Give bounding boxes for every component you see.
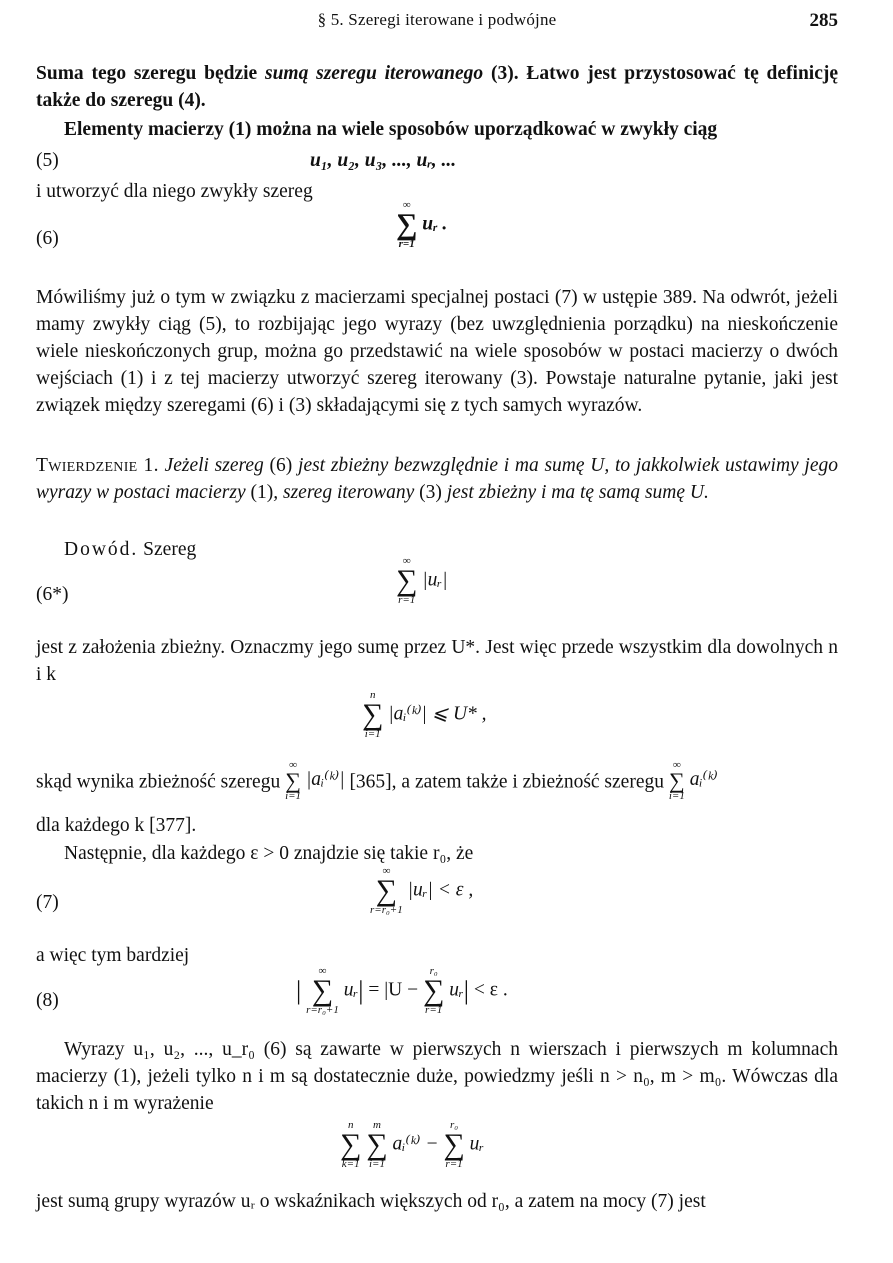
inline-sum: ∞ ∑ i=1 aᵢ⁽ᵏ⁾ bbox=[668, 759, 718, 802]
emphasis-term: sumą szeregu iterowanego bbox=[265, 63, 484, 84]
equation-label-5: (5) bbox=[36, 150, 59, 171]
theorem-1: Twierdzenie 1. Jeżeli szereg (6) jest zbieżny bezwzględnie i ma sumę U, to jakkolwiek ustawimy jego wyrazy w postaci macierzy (1), szereg iterowany (3) jest zbieżny i ma tę samą sumę U. bbox=[36, 455, 839, 503]
paragraph-moreover: a więc tym bardziej bbox=[36, 945, 190, 966]
proof-heading: Dowód. bbox=[64, 539, 139, 560]
paragraph-each-k: dla każdego k [377]. bbox=[36, 815, 197, 836]
page-number: 285 bbox=[809, 10, 838, 31]
paragraph-assumption: jest z założenia zbieżny. Oznaczmy jego sumę przez U*. Jest więc przede wszystkim dla dowolnych n i k bbox=[36, 637, 838, 685]
sum-symbol: r₀ ∑ r=1 bbox=[422, 965, 445, 1016]
proof-start: Dowód. Szereg bbox=[64, 539, 197, 560]
equation-label-8: (8) bbox=[36, 990, 59, 1011]
equation-7 bbox=[370, 866, 473, 916]
theorem-heading: Twierdzenie 1. bbox=[36, 455, 159, 476]
sum-symbol: ∞ ∑ r=1 bbox=[396, 199, 418, 250]
sum-symbol: m ∑ i=1 bbox=[366, 1119, 388, 1170]
sum-symbol: r₀ ∑ r=1 bbox=[443, 1119, 465, 1170]
equation-label-7: (7) bbox=[36, 892, 59, 913]
paragraph-group-sum: jest sumą grupy wyrazów uᵣ o wskaźnikach większych od r₀, a zatem na mocy (7) jest bbox=[36, 1191, 706, 1212]
sum-symbol: n ∑ k=1 bbox=[340, 1119, 362, 1170]
sum-symbol: ∞ ∑ r=1 bbox=[396, 555, 418, 606]
sum-symbol: ∞ ∑ r=r₀+1 bbox=[370, 865, 403, 916]
running-header bbox=[36, 10, 838, 34]
paragraph-convergence: skąd wynika zbieżność szeregu ∞ ∑ i=1 |aᵢ⁽ᵏ⁾| [365], a zatem także i zbieżność szeregu ∞ ∑ i=1 aᵢ⁽ᵏ⁾ bbox=[36, 759, 718, 802]
paragraph-elements: Elementy macierzy (1) można na wiele sposobów uporządkować w zwykły ciąg bbox=[64, 119, 718, 140]
sum-term: uᵣ . bbox=[422, 213, 448, 235]
equation-label-6: (6) bbox=[36, 228, 59, 249]
equation-6 bbox=[396, 200, 447, 250]
paragraph-discussion: Mówiliśmy już o tym w związku z macierzami specjalnej postaci (7) w ustępie 389. Na odwrót, jeżeli mamy zwykły ciąg (5), to rozbijając jego wyrazy (bez uwzględnienia porządku) na nieskończenie wiele nieskończonych grup, można go przedstawić na wiele sposobów w postaci macierzy o dwóch wejściach (1) i z tej macierzy utworzyć szereg iterowany (3). Powstaje naturalne pytanie, jaki jest związek między szeregami (6) i (3) składającymi się z tych samych wyrazów. bbox=[36, 287, 838, 416]
sum-term: |aᵢ⁽ᵏ⁾| ⩽ U* , bbox=[388, 703, 487, 725]
running-title: § 5. Szeregi iterowane i podwójne bbox=[317, 10, 557, 29]
paragraph-series: i utworzyć dla niego zwykły szereg bbox=[36, 181, 313, 202]
equation-label-6star: (6*) bbox=[36, 584, 69, 605]
equation-expression: n ∑ k=1 m ∑ i=1 aᵢ⁽ᵏ⁾ − r₀ ∑ r=1 uᵣ bbox=[340, 1119, 485, 1170]
inequality-partial-sum bbox=[362, 690, 487, 740]
sum-term: |uᵣ| < ε , bbox=[407, 879, 474, 901]
paragraph-terms: Wyrazy u₁, u₂, ..., u_r₀ (6) są zawarte w pierwszych n wierszach i pierwszych m kolumnach macierzy (1), jeżeli tylko n i m są dostatecznie duże, powiedzmy jeśli n > n₀, m > m₀. Wówczas dla takich n i m wyrażenie bbox=[36, 1039, 838, 1114]
equation-8: | ∞ ∑ r=r₀+1 uᵣ| = |U − r₀ ∑ r=1 uᵣ| < ε . bbox=[296, 965, 508, 1016]
text-span: Suma tego szeregu będzie bbox=[36, 63, 265, 84]
sum-term: |uᵣ| bbox=[422, 569, 448, 591]
paragraph-definition bbox=[36, 60, 838, 114]
sum-symbol: ∞ ∑ r=r₀+1 bbox=[306, 965, 339, 1016]
sum-symbol: n ∑ i=1 bbox=[362, 689, 384, 740]
paragraph-epsilon: Następnie, dla każdego ε > 0 znajdzie się takie r₀, że bbox=[64, 843, 474, 864]
equation-6star bbox=[396, 556, 448, 606]
inline-sum-abs: ∞ ∑ i=1 |aᵢ⁽ᵏ⁾| bbox=[285, 759, 345, 802]
equation-5: u₁, u₂, u₃, ..., uᵣ, ... bbox=[310, 150, 457, 171]
text-span: (3). Łatwo jest przystosować tę definicję także do szeregu (4). bbox=[36, 63, 839, 111]
